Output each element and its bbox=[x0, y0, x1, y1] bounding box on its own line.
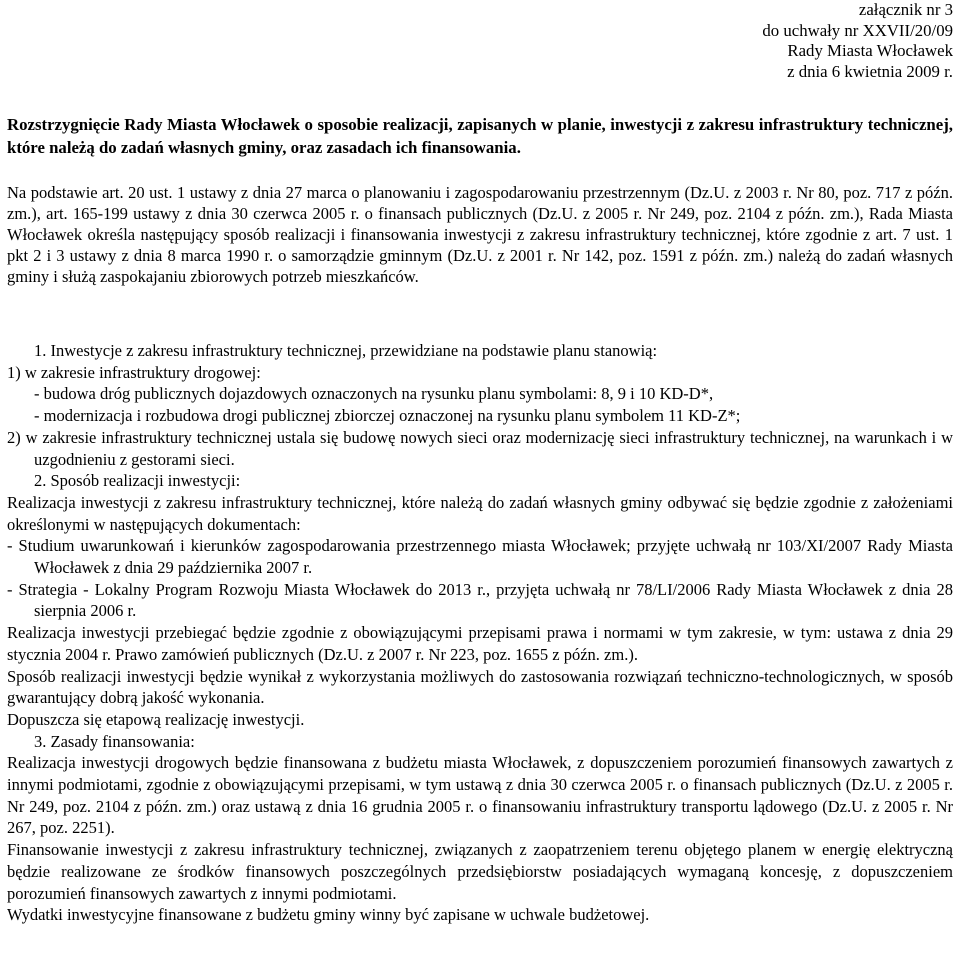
header-line-date: z dnia 6 kwietnia 2009 r. bbox=[787, 61, 953, 81]
section-2-paragraph-2: Realizacja inwestycji przebiegać będzie zgodnie z obowiązującymi przepisami prawa i normami w tym zakresie, w tym: ustawa z dnia 29 stycznia 2004 r. Prawo zamówień publicznych (Dz.U. z 2007 r. Nr 223, poz. 1655 z późn. zm.). bbox=[7, 623, 953, 664]
section-1-dash-1: - budowa dróg publicznych dojazdowych oznaczonych na rysunku planu symbolami: 8, 9 i 10 KD-D*, bbox=[34, 384, 714, 404]
section-1-item-2: 2) w zakresie infrastruktury technicznej ustala się budowę nowych sieci oraz modernizację sieci infrastruktury technicznej, na warunkach i w uzgodnieniu z gestorami sieci. bbox=[7, 427, 953, 469]
section-3-paragraph-2: Finansowanie inwestycji z zakresu infrastruktury technicznej, związanych z zaopatrzeniem terenu objętego planem w energię elektryczną będzie realizowane ze środków finansowych poszczególnych przedsiębiorstw posiadających wymaganą koncesję, z dopuszczeniem porozumień finansowych zawartych z innymi podmiotami. bbox=[7, 840, 953, 903]
section-2-paragraph-1: Realizacja inwestycji z zakresu infrastruktury technicznej, które należą do zadań własnych gminy odbywać się będzie zgodnie z założeniami określonymi w następujących dokumentach: bbox=[7, 492, 953, 534]
section-1-heading: 1. Inwestycje z zakresu infrastruktury technicznej, przewidziane na podstawie planu stanowią: bbox=[34, 341, 658, 360]
section-2-dash-1: - Studium uwarunkowań i kierunków zagospodarowania przestrzennego miasta Włocławek; przyjęte uchwałą nr 103/XI/2007 Rady Miasta Włocławek z dnia 29 października 2007 r. bbox=[7, 536, 953, 578]
header-line-attachment: załącznik nr 3 bbox=[858, 0, 953, 19]
section-3-paragraph-3: Wydatki inwestycyjne finansowane z budżetu gminy winny być zapisane w uchwale budżetowej. bbox=[7, 905, 650, 925]
section-2-heading: 2. Sposób realizacji inwestycji: bbox=[34, 471, 241, 491]
section-3-heading: 3. Zasady finansowania: bbox=[34, 731, 195, 751]
attachment-header bbox=[762, 0, 953, 82]
intro-section bbox=[7, 182, 953, 287]
document-body bbox=[7, 340, 953, 926]
section-1-dash-2: - modernizacja i rozbudowa drogi publicznej zbiorczej oznaczonej na rysunku planu symbolem 11 KD-Z*; bbox=[34, 406, 741, 426]
intro-paragraph: Na podstawie art. 20 ust. 1 ustawy z dnia 27 marca o planowaniu i zagospodarowaniu przestrzennym (Dz.U. z 2003 r. Nr 80, poz. 717 z późn. zm.), art. 165-199 ustawy z dnia 30 czerwca 2005 r. o finansach publicznych (Dz.U. z 2005 r. Nr 249, poz. 2104 z późn. zm.), Rada Miasta Włocławek określa następujący sposób realizacji i finansowania inwestycji z zakresu infrastruktury technicznej, które zgodnie z art. 7 ust. 1 pkt 2 i 3 ustawy z dnia 8 marca 1990 r. o samorządzie gminnym (Dz.U. z 2001 r. Nr 142, poz. 1591 z późn. zm.) należą do zadań własnych gminy i służą zaspokajaniu zbiorowych potrzeb mieszkańców. bbox=[7, 183, 953, 286]
section-2-dash-2: - Strategia - Lokalny Program Rozwoju Miasta Włocławek do 2013 r., przyjęta uchwałą nr 78/LI/2006 Rady Miasta Włocławek z dnia 28 sierpnia 2006 r. bbox=[7, 579, 953, 621]
section-2-paragraph-3: Sposób realizacji inwestycji będzie wynikał z wykorzystania możliwych do zastosowania rozwiązań techniczno-technologicznych, w sposób gwarantujący dobrą jakość wykonania. bbox=[7, 666, 953, 708]
header-line-council: Rady Miasta Włocławek bbox=[787, 41, 953, 60]
section-3-paragraph-1: Realizacja inwestycji drogowych będzie finansowana z budżetu miasta Włocławek, z dopuszczeniem porozumień finansowych zawartych z innymi podmiotami, zgodnie z obowiązującymi przepisami, w tym ustawą z dnia 30 czerwca 2005 r. o finansach publicznych (Dz.U. z 2005 r. Nr 249, poz. 2104 z późn. zm.) oraz ustawą z dnia 16 grudnia 2005 r. o finansowaniu infrastruktury transportu lądowego (Dz.U. z 2005 r. Nr 267, poz. 2251). bbox=[7, 753, 953, 838]
section-1-item-1: 1) w zakresie infrastruktury drogowej: bbox=[7, 362, 261, 382]
document-title: Rozstrzygnięcie Rady Miasta Włocławek o sposobie realizacji, zapisanych w planie, inwestycji z zakresu infrastruktury technicznej, które należą do zadań własnych gminy, oraz zasadach ich finansowania. bbox=[7, 115, 953, 157]
header-line-resolution: do uchwały nr XXVII/20/09 bbox=[762, 20, 953, 40]
section-2-paragraph-4: Dopuszcza się etapową realizację inwestycji. bbox=[7, 709, 305, 729]
